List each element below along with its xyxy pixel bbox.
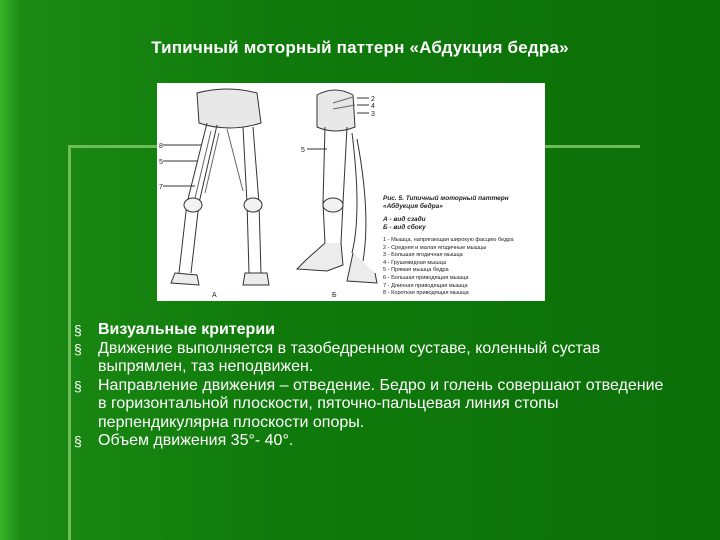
- bullet-text: Направление движения – отведение. Бедро и голень совершают отведение в горизонтальной плоскости, пяточно-пальцевая линия стопы перпендикулярна плоскости опоры.: [98, 376, 664, 431]
- legend-item: 8 - Короткая приводящая мышца: [383, 290, 469, 297]
- figure-caption: [383, 195, 545, 298]
- legend-item: 2 - Средняя и малая ягодичные мышцы: [383, 244, 487, 251]
- legend-item: 5 - Прямая мышца бедра: [383, 267, 449, 274]
- figure-label-3: 3: [371, 111, 375, 118]
- bullet-item: [74, 340, 674, 377]
- figure-label-4: 4: [371, 103, 375, 110]
- caption-legend: [383, 237, 545, 298]
- legend-item: 6 - Большая приводящая мышца: [383, 274, 469, 281]
- legend-item: 7 - Длинная приводящая мышца: [383, 282, 468, 289]
- caption-view-a: А - вид сзади: [383, 216, 426, 223]
- bullet-text: Движение выполняется в тазобедренном суставе, коленный сустав выпрямлен, таз неподвижен.: [98, 339, 601, 375]
- legend-item: 3 - Большая ягодичная мышца: [383, 252, 463, 259]
- bullet-list: [74, 321, 674, 451]
- caption-views: [383, 216, 545, 232]
- bullet-item: [74, 321, 674, 340]
- figure-label-7: 7: [159, 184, 163, 191]
- figure-label-5b: 5: [301, 147, 305, 154]
- left-accent-bar: [0, 0, 20, 540]
- figure-label-2: 2: [371, 96, 375, 103]
- bullet-marker-icon: §: [74, 377, 82, 394]
- figure-label-view-a: А: [212, 292, 217, 299]
- figure-label-view-b: Б: [332, 292, 337, 299]
- decorative-line-vertical: [68, 145, 71, 540]
- bullet-text: Объем движения 35°- 40°.: [98, 432, 294, 449]
- figure-label-5a: 5: [159, 159, 163, 166]
- bullet-item: [74, 432, 674, 451]
- anatomy-figure: [157, 83, 545, 301]
- caption-title: Рис. 5. Типичный моторный паттерн «Абдукция бедра»: [383, 195, 509, 210]
- bullet-text: Визуальные критерии: [98, 321, 275, 338]
- bullet-marker-icon: §: [74, 340, 82, 357]
- bullet-item: [74, 377, 674, 433]
- bullet-marker-icon: §: [74, 322, 82, 338]
- caption-view-b: Б - вид сбоку: [383, 224, 426, 231]
- slide-title: Типичный моторный паттерн «Абдукция бедра»: [151, 38, 569, 57]
- legend-item: 4 - Грушевидная мышца: [383, 259, 447, 266]
- figure-label-8: 8: [159, 143, 163, 150]
- legend-item: 1 - Мышца, напрягающая широкую фасцию бедра: [383, 237, 514, 243]
- bullet-marker-icon: §: [74, 433, 82, 449]
